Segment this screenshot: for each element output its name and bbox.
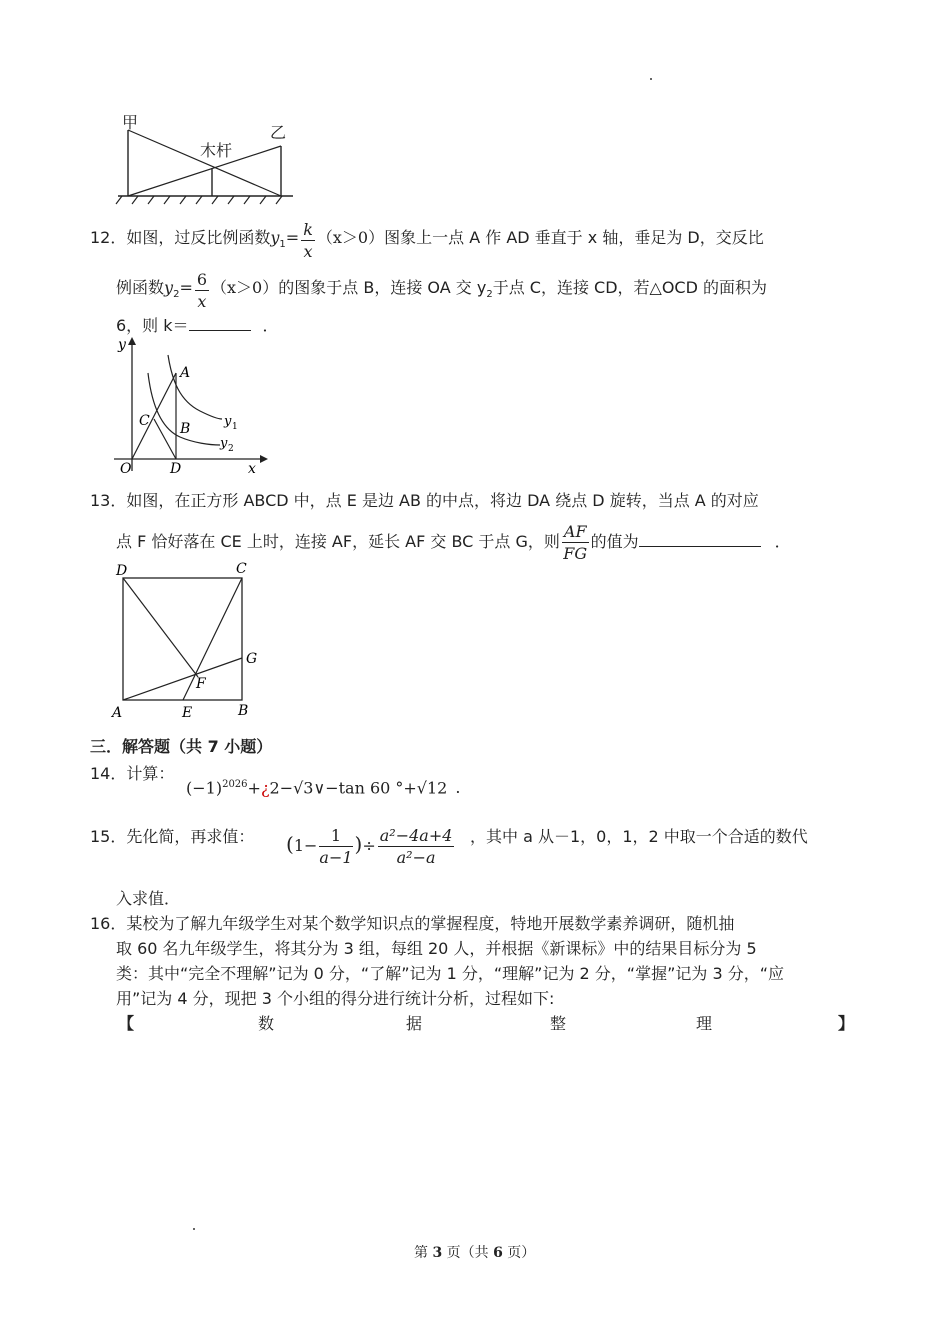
- q13-line2: 点 F 恰好落在 CE 上时，连接 AF，延长 AF 交 BC 于点 G，则 $\frac{AF}{FG}$ 的值为 ．: [116, 522, 791, 563]
- q16-heading-word-1: 数: [258, 1014, 275, 1033]
- section-3-heading: 三．解答题（共 7 小题）: [90, 737, 273, 756]
- q15-tail: ，其中 a 从－1，0，1，2 中取一个合适的数代: [470, 827, 808, 846]
- fig13-D-label: D: [116, 563, 128, 579]
- q16-line3: 类：其中“完全不理解”记为 0 分，“了解”记为 1 分，“理解”记为 2 分，“掌握”记为 3 分，“应: [116, 964, 785, 983]
- q16-bracket-open: 【: [118, 1014, 135, 1033]
- fig12-y2-label: y: [220, 436, 228, 451]
- q16-heading-word-2: 据: [406, 1014, 423, 1033]
- q12-line2: 例函数$y_2=$ $\frac{6}{x}$ （x＞0）的图象于点 B，连接 OA 交 $y_2$于点 C，连接 CD，若△OCD 的面积为: [116, 270, 768, 311]
- fig13-C-label: C: [236, 561, 247, 577]
- fig12-C-label: C: [139, 413, 150, 429]
- q12-answer-blank[interactable]: [189, 314, 251, 331]
- dot-mark: [650, 78, 652, 80]
- q16-bracket-close: 】: [838, 1014, 855, 1033]
- fig11-label-jia: 甲: [122, 113, 139, 132]
- q15-expression: (1− $\frac{1}{a-1}$ )÷ $\frac{\text{a²−4a+4}}{\text{a²−a}}$: [286, 826, 453, 867]
- figure-11-poles: [108, 108, 298, 210]
- fig12-A-label: A: [180, 365, 191, 381]
- fig11-label-mugan: 木杆: [200, 141, 233, 160]
- figure-12-graph: [110, 333, 270, 475]
- figure-13-square: [108, 560, 268, 722]
- q16-heading-word-4: 理: [696, 1014, 713, 1033]
- fig13-E-label: E: [182, 705, 193, 721]
- fig12-y-label: y: [118, 337, 126, 353]
- fig13-G-label: G: [246, 651, 258, 667]
- fig12-D-label: D: [170, 461, 182, 475]
- q14-line: 14．计算：: [90, 764, 175, 783]
- dot-mark: [193, 1228, 195, 1230]
- page-footer: 第 3 页（共 6 页）: [414, 1245, 536, 1261]
- fig11-label-yi: 乙: [270, 123, 287, 142]
- page-total: 6: [493, 1245, 503, 1261]
- q12-line1: 12．如图，过反比例函数$y_1=$ $\frac{k}{x}$ （x＞0）图象上一点 A 作 AD 垂直于 x 轴，垂足为 D，交反比: [90, 220, 764, 261]
- q12-line3: 6，则 k＝ ．: [116, 316, 279, 335]
- q13-answer-blank[interactable]: [639, 530, 761, 547]
- svg-text:1: 1: [232, 422, 238, 432]
- svg-text:2: 2: [228, 444, 234, 454]
- fig12-B-label: B: [180, 421, 191, 437]
- q14-expression: $(-1)^{2026}+¿2-√3\vee-\tan$ 60 °+√12 .: [186, 778, 461, 798]
- q16-heading-word-3: 整: [550, 1014, 567, 1033]
- q16-line2: 取 60 名九年级学生，将其分为 3 组，每组 20 人，并根据《新课标》中的结果目标分为 5: [116, 939, 757, 958]
- q13-line1: 13．如图，在正方形 ABCD 中，点 E 是边 AB 的中点，将边 DA 绕点 D 旋转，当点 A 的对应: [90, 491, 759, 510]
- q16-line1: 16．某校为了解九年级学生对某个数学知识点的掌握程度，特地开展数学素养调研，随机抽: [90, 914, 735, 933]
- q15-line2: 入求值．: [116, 889, 181, 908]
- fig12-y1-label: y: [224, 414, 232, 429]
- fig13-F-label: F: [196, 676, 206, 692]
- page-number: 3: [432, 1245, 443, 1261]
- fig13-A-label: A: [112, 705, 123, 721]
- fig12-O-label: O: [120, 461, 132, 475]
- fig13-B-label: B: [238, 703, 249, 719]
- fig12-x-label: x: [248, 461, 256, 475]
- q16-line4: 用”记为 4 分，现把 3 个小组的得分进行统计分析，过程如下:: [116, 989, 555, 1008]
- q15-line1: 15．先化简，再求值：: [90, 827, 255, 846]
